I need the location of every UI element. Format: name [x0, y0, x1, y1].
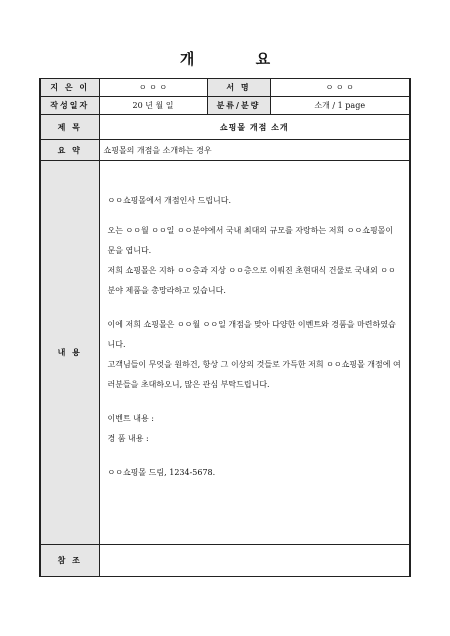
signoff-line: ㅇㅇ쇼핑몰 드림, 1234-5678. — [107, 468, 216, 477]
summary-value[interactable]: 쇼핑몰의 개점을 소개하는 경우 — [99, 140, 410, 161]
sign-label: 서 명 — [207, 79, 270, 97]
content-paragraph: 저희 쇼핑몰은 지하 ㅇㅇ층과 지상 ㅇㅇ층으로 이뤄진 초현대식 건물로 국내외 ㅇㅇ분야 제품을 총망라하고 있습니다. — [107, 266, 396, 295]
content-paragraph: 고객님들이 무엇을 원하건, 항상 그 이상의 것들로 가득한 저희 ㅇㅇ쇼핑몰 개점에 여러분들을 초대하오니, 많은 관심 부탁드립니다. — [107, 360, 401, 389]
subject-label: 제 목 — [40, 115, 99, 140]
content-paragraph: ㅇㅇ쇼핑몰에서 개점인사 드립니다. — [107, 196, 232, 205]
content-body[interactable] — [99, 161, 410, 545]
event-line: 이벤트 내용 : — [107, 414, 154, 423]
prize-line: 경 품 내용 : — [107, 434, 149, 443]
author-value[interactable]: ㅇ ㅇ ㅇ — [99, 79, 207, 97]
page-title: 개 요 — [179, 50, 299, 68]
date-label: 작성일자 — [40, 97, 99, 115]
sign-value[interactable]: ㅇ ㅇ ㅇ — [270, 79, 410, 97]
reference-value[interactable] — [99, 545, 410, 577]
category-label: 분류/분량 — [207, 97, 270, 115]
content-paragraph: 이에 저희 쇼핑몰은 ㅇㅇ월 ㅇㅇ일 개점을 맞아 다양한 이벤트와 경품을 마련하였습니다. — [107, 320, 396, 349]
category-value[interactable]: 소개 / 1 page — [270, 97, 410, 115]
overview-form — [39, 78, 411, 577]
author-label: 지 은 이 — [40, 79, 99, 97]
subject-value[interactable]: 쇼핑몰 개점 소개 — [99, 115, 410, 140]
summary-label: 요 약 — [40, 140, 99, 161]
content-label: 내 용 — [40, 161, 99, 545]
date-value[interactable]: 20 년 월 일 — [99, 97, 207, 115]
content-paragraph: 오는 ㅇㅇ월 ㅇㅇ일 ㅇㅇ분야에서 국내 최대의 규모를 자랑하는 저희 ㅇㅇ쇼핑몰이 문을 엽니다. — [107, 226, 394, 255]
reference-label: 참 조 — [40, 545, 99, 577]
